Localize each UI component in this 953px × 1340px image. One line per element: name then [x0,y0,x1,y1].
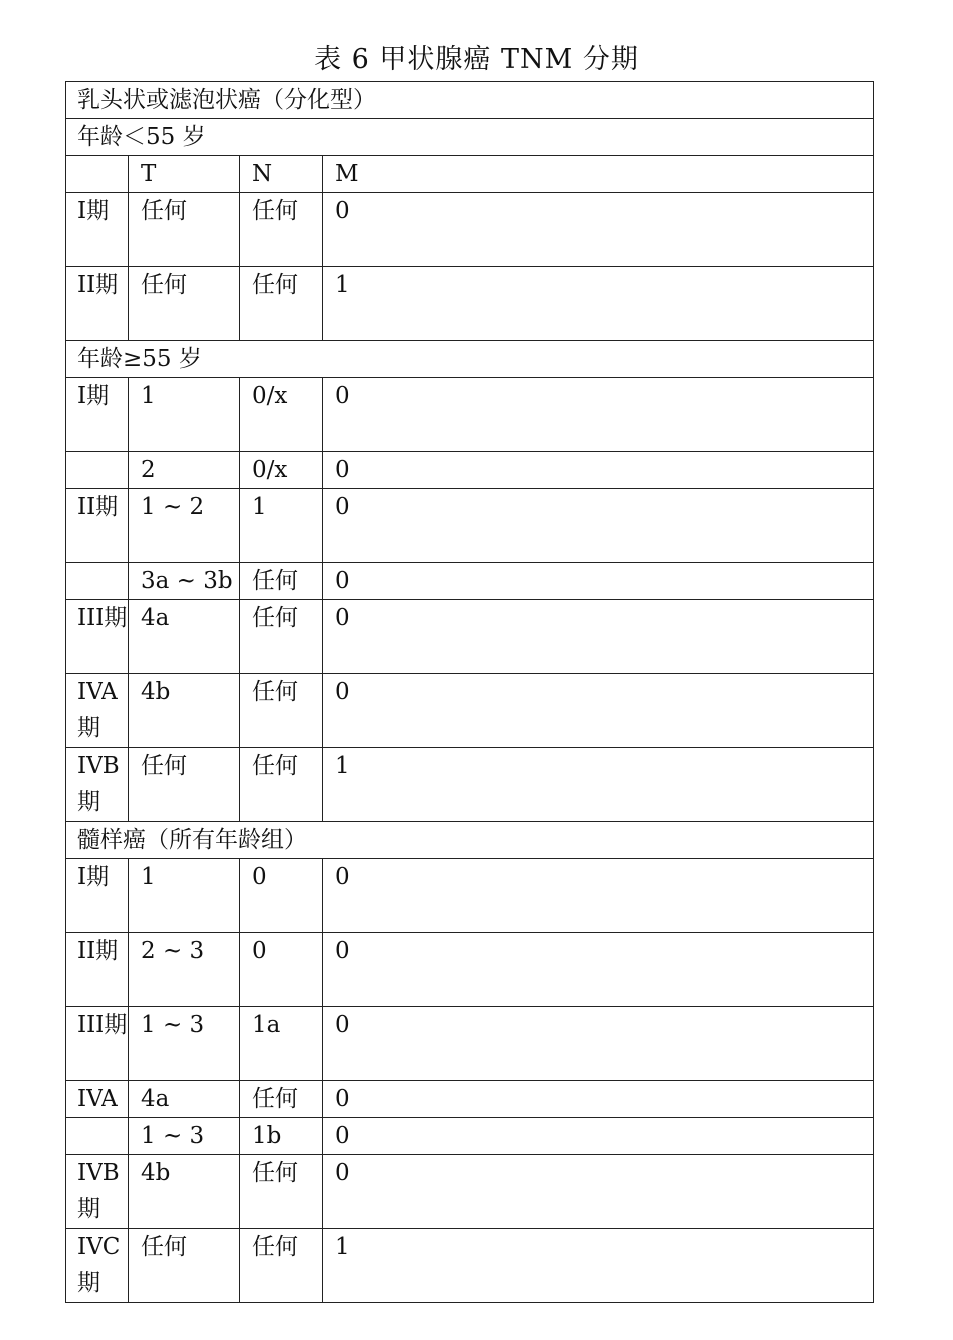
table-row [66,1007,874,1081]
n-cell: 0/x [240,378,323,452]
section-label-differentiated: 乳头状或滤泡状癌（分化型） [66,82,874,119]
n-cell: 任何 [240,193,323,267]
m-cell: 0 [323,1081,874,1118]
header-m: M [323,156,874,193]
m-cell: 0 [323,452,874,489]
m-cell: 0 [323,933,874,1007]
t-cell: 4a [129,1081,240,1118]
t-cell: 2 [129,452,240,489]
n-cell: 0/x [240,452,323,489]
n-cell: 0 [240,933,323,1007]
stage-cell: III期 [66,600,129,674]
section-row-differentiated [66,82,874,119]
m-cell: 1 [323,267,874,341]
n-cell: 任何 [240,267,323,341]
n-cell: 任何 [240,600,323,674]
n-cell: 任何 [240,1155,323,1229]
table-row [66,1155,874,1229]
stage-cell: I期 [66,859,129,933]
m-cell: 0 [323,378,874,452]
m-cell: 1 [323,1229,874,1303]
m-cell: 0 [323,1118,874,1155]
m-cell: 0 [323,674,874,748]
table-row [66,452,874,489]
table-row [66,1229,874,1303]
t-cell: 任何 [129,267,240,341]
n-cell: 任何 [240,1229,323,1303]
n-cell: 1a [240,1007,323,1081]
m-cell: 0 [323,1007,874,1081]
stage-cell: III期 [66,1007,129,1081]
t-cell: 3a ~ 3b [129,563,240,600]
stage-cell [66,1118,129,1155]
stage-cell: I期 [66,193,129,267]
table-row [66,1118,874,1155]
stage-cell: IVA [66,1081,129,1118]
n-cell: 0 [240,859,323,933]
t-cell: 任何 [129,193,240,267]
table-row [66,193,874,267]
m-cell: 0 [323,859,874,933]
section-label-age-ge55: 年龄≥55 岁 [66,341,874,378]
t-cell: 1 [129,859,240,933]
column-header-row [66,156,874,193]
stage-cell [66,452,129,489]
table-title: 表 6 甲状腺癌 TNM 分期 [314,44,639,75]
t-cell: 任何 [129,1229,240,1303]
stage-cell: II期 [66,267,129,341]
table-row [66,563,874,600]
n-cell: 任何 [240,748,323,822]
t-cell: 1 [129,378,240,452]
section-row-medullary [66,822,874,859]
table-row [66,859,874,933]
header-stage-cell [66,156,129,193]
m-cell: 0 [323,193,874,267]
section-row-age-lt55 [66,119,874,156]
stage-cell: IVC期 [66,1229,129,1303]
stage-cell: IVB期 [66,1155,129,1229]
n-cell: 任何 [240,1081,323,1118]
t-cell: 2 ~ 3 [129,933,240,1007]
section-row-age-ge55 [66,341,874,378]
m-cell: 0 [323,1155,874,1229]
section-label-medullary: 髓样癌（所有年龄组） [66,822,874,859]
section-label-age-lt55: 年龄＜55 岁 [66,119,874,156]
header-t: T [129,156,240,193]
tnm-staging-table [65,81,874,1303]
t-cell: 1 ~ 2 [129,489,240,563]
n-cell: 任何 [240,563,323,600]
table-row [66,674,874,748]
stage-cell: I期 [66,378,129,452]
table-row [66,933,874,1007]
m-cell: 0 [323,563,874,600]
table-row [66,1081,874,1118]
table-row [66,378,874,452]
t-cell: 4b [129,1155,240,1229]
table-row [66,489,874,563]
t-cell: 1 ~ 3 [129,1118,240,1155]
table-row [66,267,874,341]
stage-cell: II期 [66,933,129,1007]
n-cell: 任何 [240,674,323,748]
stage-cell: IVB期 [66,748,129,822]
stage-cell [66,563,129,600]
table-row [66,748,874,822]
stage-cell: IVA期 [66,674,129,748]
stage-cell: II期 [66,489,129,563]
m-cell: 1 [323,748,874,822]
m-cell: 0 [323,489,874,563]
n-cell: 1 [240,489,323,563]
header-n: N [240,156,323,193]
table-row [66,600,874,674]
m-cell: 0 [323,600,874,674]
t-cell: 1 ~ 3 [129,1007,240,1081]
n-cell: 1b [240,1118,323,1155]
t-cell: 4b [129,674,240,748]
t-cell: 4a [129,600,240,674]
t-cell: 任何 [129,748,240,822]
